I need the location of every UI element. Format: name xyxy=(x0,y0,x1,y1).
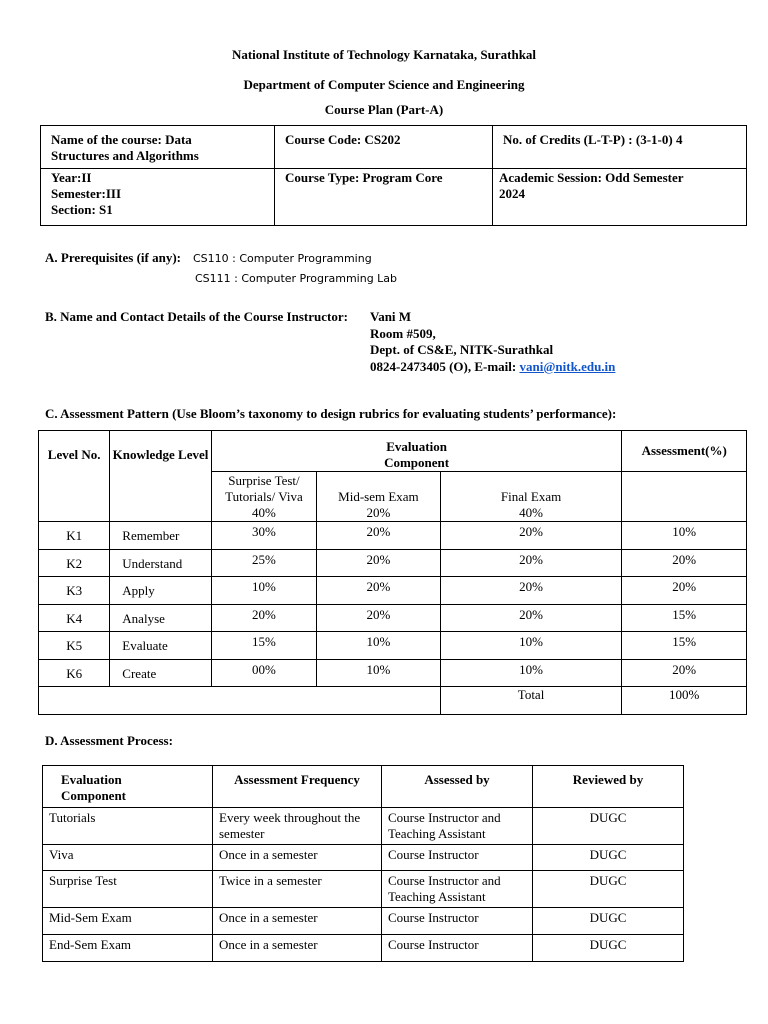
level-cell: K3 xyxy=(39,577,110,605)
midsem-cell: 20% xyxy=(317,604,441,632)
assessed-by-cell: Course Instructor xyxy=(382,908,533,935)
reviewed-by-cell: DUGC xyxy=(533,908,684,935)
knowledge-cell: Analyse xyxy=(110,604,211,632)
midsem-cell: 20% xyxy=(317,522,441,550)
session-cell: Academic Session: Odd Semester 2024 xyxy=(493,169,747,226)
midsem-cell: 20% xyxy=(317,577,441,605)
assessment-pattern-title: C. Assessment Pattern (Use Bloom’s taxonomy to design rubrics for evaluating students’ performance): xyxy=(45,406,617,421)
component-cell: End-Sem Exam xyxy=(43,935,213,962)
midsem-cell: 20% xyxy=(317,549,441,577)
frequency-cell: Once in a semester xyxy=(213,908,382,935)
table-row xyxy=(43,908,684,935)
instructor-dept: Dept. of CS&E, NITK-Surathkal xyxy=(370,342,554,357)
final-exam-cell: 20% xyxy=(440,549,622,577)
table-row xyxy=(39,632,747,660)
component-cell: Surprise Test xyxy=(43,871,213,908)
table-row xyxy=(39,604,747,632)
prereq-label: A. Prerequisites (if any): xyxy=(45,250,181,265)
course-name-cell: Name of the course: Data Structures and Algorithms xyxy=(41,126,275,169)
level-cell: K2 xyxy=(39,549,110,577)
level-cell: K6 xyxy=(39,659,110,687)
final-exam-cell: 20% xyxy=(440,604,622,632)
midsem-cell: 10% xyxy=(317,632,441,660)
level-header: Level No. xyxy=(39,431,110,522)
reviewed-by-cell: DUGC xyxy=(533,808,684,845)
total-value: 100% xyxy=(622,687,747,715)
instructor-label: B. Name and Contact Details of the Course Instructor: xyxy=(45,309,348,324)
assessed-by-cell: Course Instructor xyxy=(382,845,533,871)
reviewed-by-cell: DUGC xyxy=(533,845,684,871)
level-cell: K5 xyxy=(39,632,110,660)
assessment-empty-cell xyxy=(622,472,747,522)
frequency-cell: Twice in a semester xyxy=(213,871,382,908)
total-label: Total xyxy=(440,687,622,715)
final-exam-cell: 10% xyxy=(440,659,622,687)
frequency-header: Assessment Frequency xyxy=(213,766,382,808)
final-exam-cell: 20% xyxy=(440,577,622,605)
assessed-by-cell: Course Instructor xyxy=(382,935,533,962)
table-row xyxy=(39,659,747,687)
surprise-test-cell: 25% xyxy=(211,549,316,577)
instructor-details xyxy=(370,309,615,375)
knowledge-cell: Create xyxy=(110,659,211,687)
surprise-test-header: Surprise Test/ Tutorials/ Viva 40% xyxy=(211,472,316,522)
institute-title: National Institute of Technology Karnataka, Surathkal xyxy=(231,47,537,62)
assessment-cell: 20% xyxy=(622,659,747,687)
assessment-process-title: D. Assessment Process: xyxy=(45,733,173,748)
table-row xyxy=(39,549,747,577)
final-exam-cell: 20% xyxy=(440,522,622,550)
plan-title: Course Plan (Part-A) xyxy=(324,102,444,117)
midsem-header: Mid-sem Exam 20% xyxy=(317,472,441,522)
instructor-name: Vani M xyxy=(370,309,412,324)
midsem-cell: 10% xyxy=(317,659,441,687)
department-title: Department of Computer Science and Engineering xyxy=(243,77,525,92)
assessment-percent-header: Assessment(%) xyxy=(622,431,747,472)
evaluation-component-header: Evaluation Component xyxy=(211,431,622,472)
level-cell: K4 xyxy=(39,604,110,632)
surprise-test-cell: 30% xyxy=(211,522,316,550)
course-type-cell: Course Type: Program Core xyxy=(275,169,493,226)
component-header: Evaluation Component xyxy=(43,766,213,808)
instructor-contact: 0824-2473405 (O), E-mail: vani@nitk.edu.in xyxy=(370,358,616,374)
assessed-by-cell: Course Instructor and Teaching Assistant xyxy=(382,871,533,908)
frequency-cell: Once in a semester xyxy=(213,935,382,962)
frequency-cell: Once in a semester xyxy=(213,845,382,871)
instructor-email-link[interactable]: vani@nitk.edu.in xyxy=(519,358,616,374)
surprise-test-cell: 15% xyxy=(211,632,316,660)
knowledge-header: Knowledge Level xyxy=(110,431,211,522)
table-row xyxy=(39,577,747,605)
knowledge-cell: Apply xyxy=(110,577,211,605)
level-cell: K1 xyxy=(39,522,110,550)
instructor-room: Room #509, xyxy=(370,325,436,341)
assessment-cell: 20% xyxy=(622,549,747,577)
assessed-by-header: Assessed by xyxy=(382,766,533,808)
total-spacer xyxy=(39,687,441,715)
final-exam-header: Final Exam 40% xyxy=(440,472,622,522)
table-row xyxy=(43,871,684,908)
component-cell: Mid-Sem Exam xyxy=(43,908,213,935)
knowledge-cell: Remember xyxy=(110,522,211,550)
reviewed-by-cell: DUGC xyxy=(533,871,684,908)
surprise-test-cell: 20% xyxy=(211,604,316,632)
assessment-cell: 15% xyxy=(622,604,747,632)
final-exam-cell: 10% xyxy=(440,632,622,660)
assessment-cell: 20% xyxy=(622,577,747,605)
reviewed-by-header: Reviewed by xyxy=(533,766,684,808)
assessment-process-table xyxy=(42,765,684,962)
prereq-item-1: CS110 : Computer Programming xyxy=(193,252,372,265)
table-row xyxy=(43,845,684,871)
table-row xyxy=(43,808,684,845)
year-semester-cell: Year:II Semester:III Section: S1 xyxy=(41,169,275,226)
knowledge-cell: Evaluate xyxy=(110,632,211,660)
assessment-pattern-table xyxy=(38,430,747,715)
course-code-cell: Course Code: CS202 xyxy=(275,126,493,169)
component-cell: Viva xyxy=(43,845,213,871)
table-row xyxy=(43,935,684,962)
assessed-by-cell: Course Instructor and Teaching Assistant xyxy=(382,808,533,845)
surprise-test-cell: 00% xyxy=(211,659,316,687)
course-info-table xyxy=(40,125,747,226)
knowledge-cell: Understand xyxy=(110,549,211,577)
component-cell: Tutorials xyxy=(43,808,213,845)
table-row xyxy=(39,522,747,550)
frequency-cell: Every week throughout the semester xyxy=(213,808,382,845)
reviewed-by-cell: DUGC xyxy=(533,935,684,962)
prereq-item-2: CS111 : Computer Programming Lab xyxy=(195,272,398,285)
assessment-cell: 15% xyxy=(622,632,747,660)
surprise-test-cell: 10% xyxy=(211,577,316,605)
assessment-cell: 10% xyxy=(622,522,747,550)
credits-cell: No. of Credits (L-T-P) : (3-1-0) 4 xyxy=(493,126,747,169)
